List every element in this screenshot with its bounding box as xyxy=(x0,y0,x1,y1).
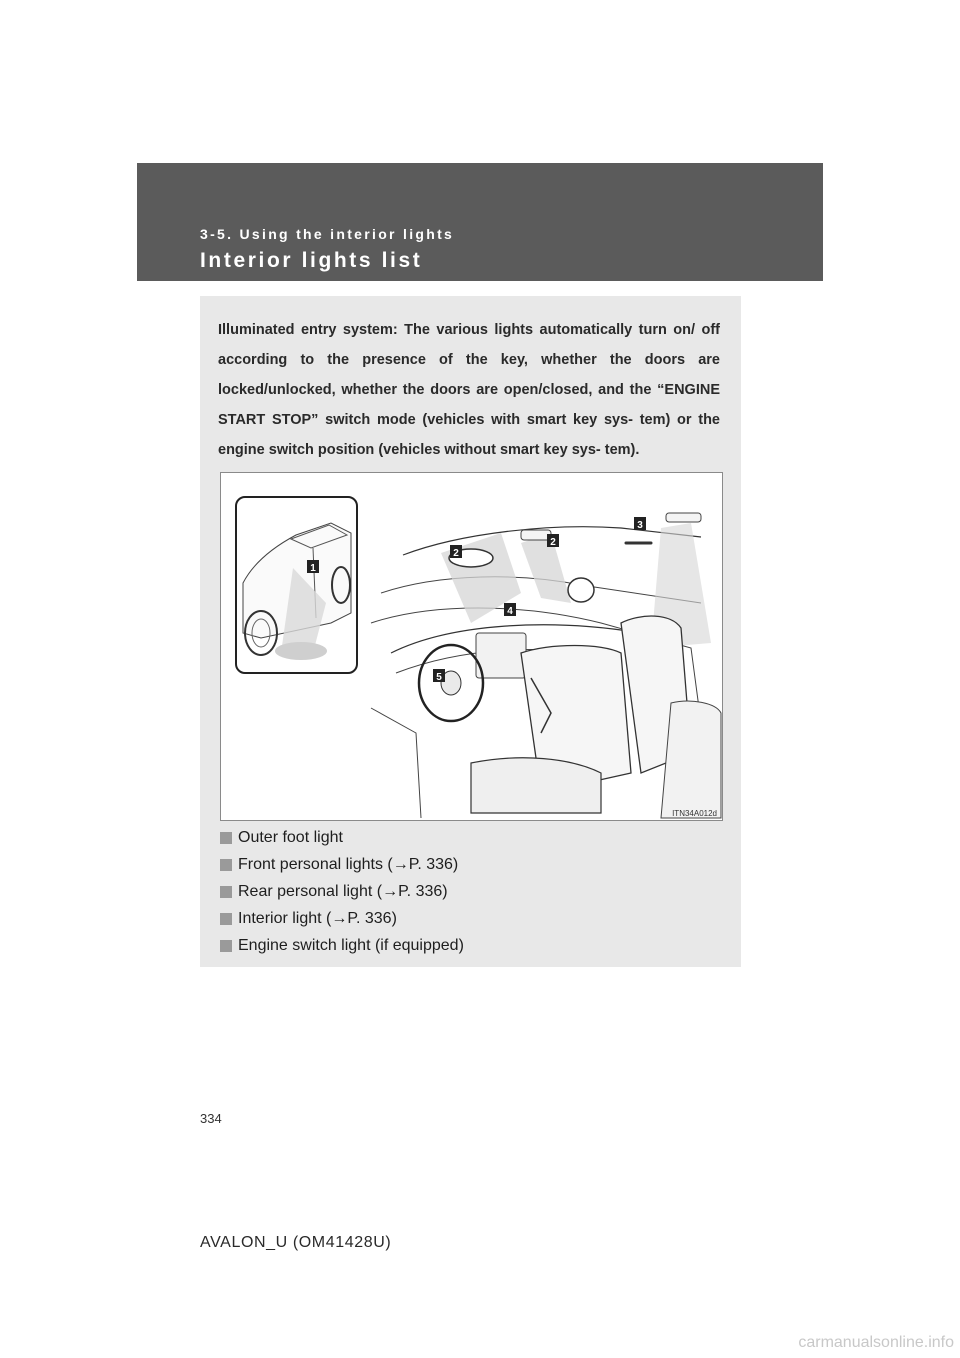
figure-code: ITN34A012d xyxy=(672,809,717,818)
svg-text:2: 2 xyxy=(550,537,556,548)
content-box xyxy=(200,296,741,967)
document-id: AVALON_U (OM41428U) xyxy=(200,1234,392,1251)
intro-paragraph: Illuminated entry system: The various lights automatically turn on/ off according to the presence of the key, whether the doors are locked/unlocked, whether the doors are open/closed, and the “ENGINE START STOP” switch mode (vehicles with smart key sys- tem) or the engine switch position (vehicles without smart key sys- tem). xyxy=(218,322,720,458)
bullet-square-icon xyxy=(220,940,232,952)
callout-3 xyxy=(634,517,646,531)
legend-item xyxy=(220,905,720,932)
svg-text:5: 5 xyxy=(436,672,442,683)
callout-5 xyxy=(433,669,445,683)
svg-text:4: 4 xyxy=(507,606,513,617)
section-label: 3-5. Using the interior lights xyxy=(200,226,455,242)
bullet-square-icon xyxy=(220,832,232,844)
svg-text:3: 3 xyxy=(637,520,643,531)
legend-item xyxy=(220,824,720,851)
bullet-square-icon xyxy=(220,886,232,898)
legend-item xyxy=(220,878,720,905)
svg-text:2: 2 xyxy=(453,548,459,559)
svg-text:1: 1 xyxy=(310,563,316,574)
legend-list xyxy=(220,824,720,959)
car-interior-illustration xyxy=(221,473,722,820)
callout-2-left xyxy=(450,545,462,559)
page-number: 334 xyxy=(200,1111,222,1126)
legend-item xyxy=(220,932,720,959)
legend-label: Interior light (→P. 336) xyxy=(238,909,397,927)
interior-lights-figure xyxy=(220,472,723,821)
legend-item xyxy=(220,851,720,878)
legend-label: Front personal lights (→P. 336) xyxy=(238,855,459,873)
watermark: carmanualsonline.info xyxy=(798,1334,954,1351)
bullet-square-icon xyxy=(220,913,232,925)
page-title: Interior lights list xyxy=(200,249,423,272)
callout-1 xyxy=(307,560,319,574)
callout-4 xyxy=(504,603,516,617)
legend-label: Engine switch light (if equipped) xyxy=(238,936,464,954)
bullet-square-icon xyxy=(220,859,232,871)
section-header-band xyxy=(137,163,823,281)
legend-label: Outer foot light xyxy=(238,828,343,846)
legend-label: Rear personal light (→P. 336) xyxy=(238,882,448,900)
callout-2-right xyxy=(547,534,559,548)
